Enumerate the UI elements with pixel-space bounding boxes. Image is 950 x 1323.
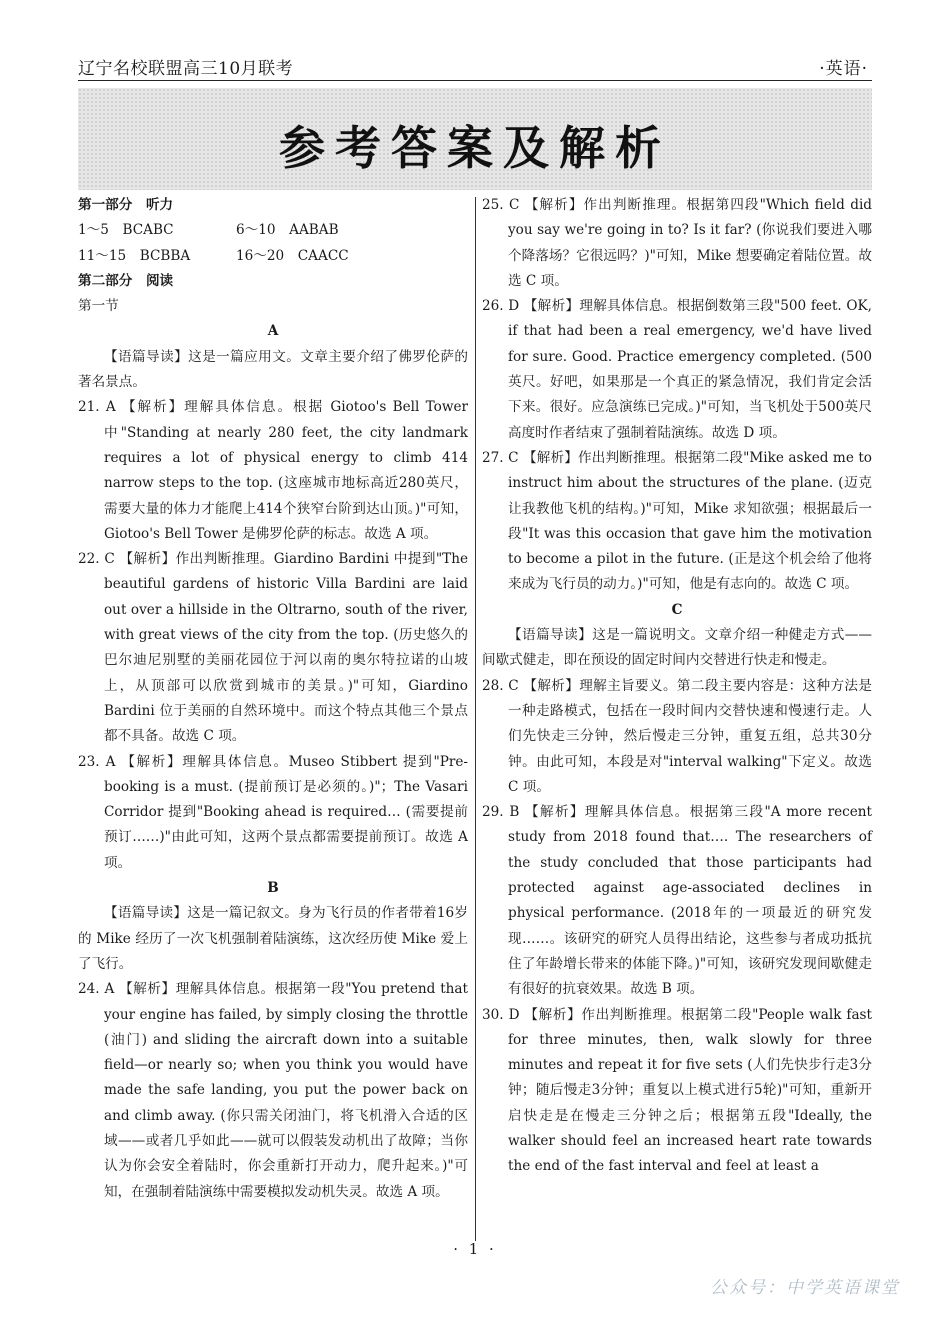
answer-21: 21. A 【解析】理解具体信息。根据 Giotoo's Bell Tower 中"Standing at nearly 280 feet, the city landmark requires a lot of physical energy to climb 414 narrow steps to the top. (这座城市地标高近280英尺，需要大量的体力才能爬上414个狭窄台阶到达山顶。)"可知，Giotoo's Bell Tower 是佛罗伦萨的标志。故选 A 项。 — [78, 399, 468, 542]
passage-b-intro: 【语篇导读】这是一篇记叙文。身为飞行员的作者带着16岁的 Mike 经历了一次飞机强制着陆演练，这次经历使 Mike 爱上了飞行。 — [78, 905, 468, 972]
answer-22: 22. C 【解析】作出判断推理。Giardino Bardini 中提到"The beautiful gardens of historic Villa Bardini are laid out over a hillside in the Oltrarno, south of the river, with great views of the city from the top. (历史悠久的巴尔迪尼别墅的美丽花园位于河以南的奥尔特拉诺的山坡上，从顶部可以欣赏到城市的美景。)"可知，Giardino Bardini 位于美丽的自然环境中。而这个特点其他三个景点都不具备。故选 C 项。 — [78, 551, 468, 745]
listening-answers-11-15: 11～15 BCBBA — [78, 247, 191, 264]
listening-answers-6-10: 6～10 AABAB — [236, 222, 339, 239]
answer-27: 27. C 【解析】作出判断推理。根据第二段"Mike asked me to instruct him about the structures of the plane. (迈克让我教他飞机的结构。)"可知，Mike 求知欲强；根据最后一段"It was this occasion that gave him the motivation to become a pilot in the future. (正是这个机会给了他将来成为飞行员的动力。)"可知，他是有志向的。故选 C 项。 — [482, 449, 872, 593]
listening-answers-row — [78, 218, 468, 243]
left-column — [78, 193, 468, 1205]
right-column — [482, 193, 872, 1180]
page-header — [78, 52, 872, 81]
answer-25: 25. C 【解析】作出判断推理。根据第四段"Which field did you say we're going in to? Is it far? (你说我们要进入哪个降落场？它很远吗？)"可知，Mike 想要确定着陆位置。故选 C 项。 — [482, 197, 872, 289]
subject-label: ·英语· — [819, 59, 868, 79]
exam-title: 辽宁名校联盟高三10月联考 — [78, 59, 294, 79]
title-banner — [78, 88, 872, 190]
watermark: 公众号：中学英语课堂 — [710, 1278, 900, 1298]
passage-b-label: B — [267, 880, 279, 897]
passage-a-label: A — [267, 323, 279, 340]
passage-c-label: C — [671, 601, 683, 618]
part2-heading: 第二部分 阅读 — [78, 272, 174, 289]
passage-a-intro: 【语篇导读】这是一篇应用文。文章主要介绍了佛罗伦萨的著名景点。 — [78, 348, 468, 391]
passage-c-intro: 【语篇导读】这是一篇说明文。文章介绍一种健走方式——间歇式健走，即在预设的固定时间内交替进行快走和慢走。 — [482, 627, 872, 669]
answer-24: 24. A 【解析】理解具体信息。根据第一段"You pretend that your engine has failed, by simply closing the throttle (油门) and sliding the aircraft down into a suitable field—or nearly so; when you think you would have made the safe landing, you put the power back on and climb away. (你只需关闭油门，将飞机滑入合适的区域——或者几乎如此——就可以假装发动机出了故障；当你认为你会安全着陆时，你会重新打开动力，爬升起来。)"可知，在强制着陆演练中需要模拟发动机失灵。故选 A 项。 — [78, 981, 468, 1200]
listening-answers-1-5: 1～5 BCABC — [78, 222, 174, 239]
answer-30: 30. D 【解析】作出判断推理。根据第二段"People walk fast for three minutes, then, walk slowly for three minutes and repeat it for five sets (人们先快步行走3分钟；随后慢走3分钟；重复以上模式进行5轮)"可知，重新开启快走是在慢走三分钟之后；根据第五段"Ideally, the walker should feel an increased heart rate towards the end of the fast interval and feel at least a — [482, 1006, 872, 1175]
listening-answers-16-20: 16～20 CAACC — [236, 247, 349, 264]
column-divider — [475, 197, 476, 1241]
part1-heading: 第一部分 听力 — [78, 197, 174, 213]
listening-answers-row — [78, 244, 468, 269]
answer-26: 26. D 【解析】理解具体信息。根据倒数第三段"500 feet. OK, if that had been a real emergency, we'd have lived for sure. Good. Practice emergency completed. (500英尺。好吧，如果那是一个真正的紧急情况，我们肯定会活下来。很好。应急演练已完成。)"可知，当飞机处于500英尺高度时作者结束了强制着陆演练。故选 D 项。 — [482, 298, 872, 441]
answer-23: 23. A 【解析】理解具体信息。Museo Stibbert 提到"Pre-booking is a must. (提前预订是必须的。)"；The Vasari Corridor 提到"Booking ahead is required… (需要提前预订……)"由此可知，这两个景点都需要提前预订。故选 A 项。 — [78, 753, 468, 871]
answer-28: 28. C 【解析】理解主旨要义。第二段主要内容是：这种方法是一种走路模式，包括在一段时间内交替快速和慢速行走。人们先快走三分钟，然后慢走三分钟，重复五组，总共30分钟。由此可知，本段是对"interval walking"下定义。故选 C 项。 — [482, 677, 872, 795]
section1-heading: 第一节 — [78, 298, 119, 315]
answer-29: 29. B 【解析】理解具体信息。根据第三段"A more recent study from 2018 found that…. The researchers of the study concluded that those participants had protected against age-associated declines in physical performance. (2018年的一项最近的研究发现……。该研究的研究人员得出结论，这些参与者成功抵抗住了年龄增长带来的体能下降。)"可知，该研究发现间歇健走有很好的抗衰效果。故选 B 项。 — [482, 804, 872, 998]
page-number: · 1 · — [453, 1240, 497, 1258]
page-title: 参考答案及解析 — [279, 121, 671, 175]
